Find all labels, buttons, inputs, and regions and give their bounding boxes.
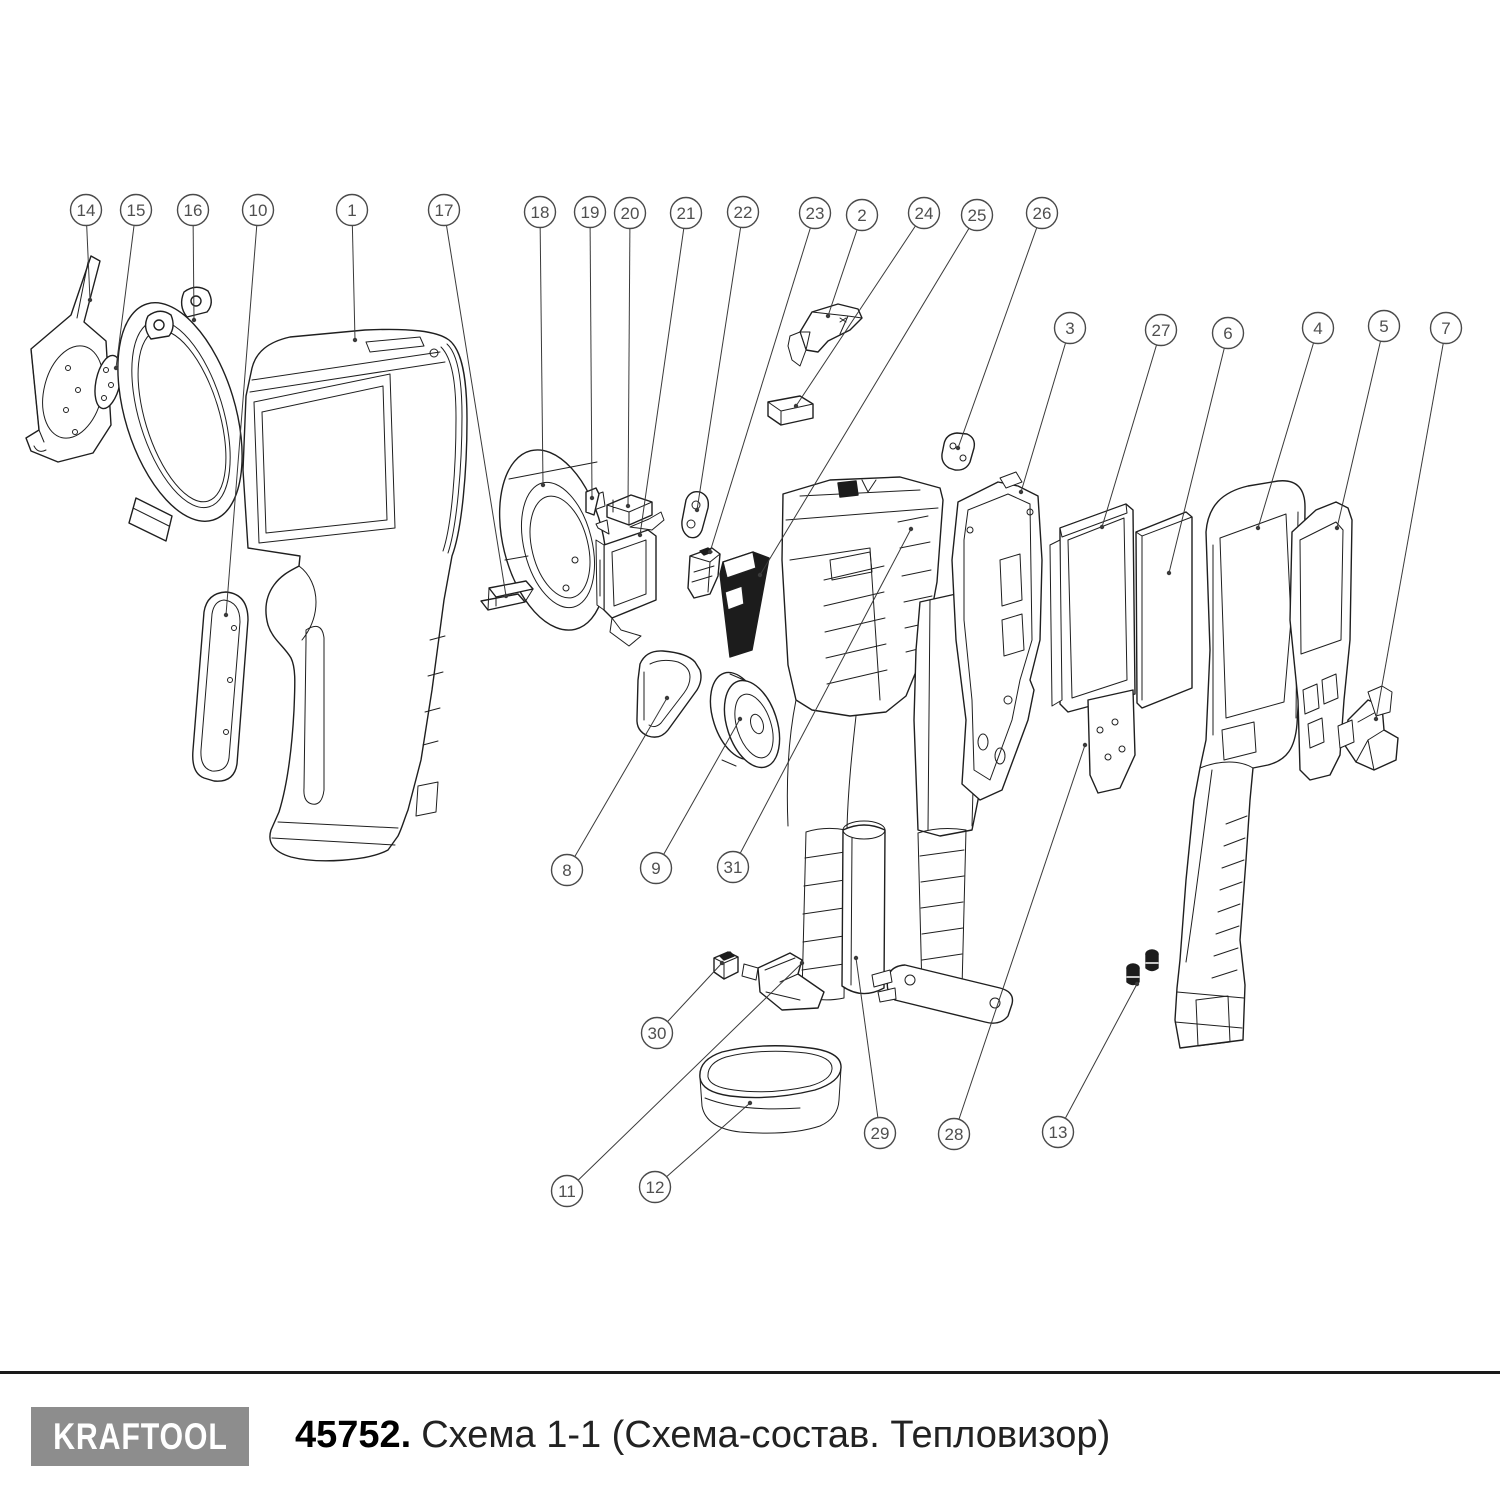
leader-line-24: [796, 213, 924, 406]
callout-label-23: 23: [805, 204, 825, 223]
leader-dot-5: [1335, 526, 1339, 530]
leader-line-26: [958, 213, 1042, 448]
leader-dot-28: [1083, 743, 1087, 747]
leader-dot-22: [695, 508, 699, 512]
callout-label-3: 3: [1065, 319, 1075, 338]
callout-label-13: 13: [1048, 1123, 1068, 1142]
callout-label-5: 5: [1379, 317, 1389, 336]
part-3-main-frame: [952, 472, 1042, 800]
leader-dot-16: [192, 318, 196, 322]
callout-label-22: 22: [733, 203, 753, 222]
part-23-connector: [688, 548, 720, 598]
leader-dot-15: [114, 366, 118, 370]
part-6-window-sheet: [1136, 512, 1192, 708]
leader-dot-24: [794, 404, 798, 408]
leader-line-3: [1021, 328, 1070, 492]
callout-label-6: 6: [1223, 324, 1233, 343]
leader-dot-11: [800, 961, 804, 965]
leader-dot-3: [1019, 490, 1023, 494]
callout-label-11: 11: [558, 1182, 576, 1201]
callout-label-24: 24: [914, 204, 934, 223]
part-27-display-module: [1050, 504, 1135, 793]
part-24-block: [768, 396, 813, 425]
callout-label-12: 12: [645, 1178, 665, 1197]
callout-label-16: 16: [183, 201, 203, 220]
callout-label-4: 4: [1313, 319, 1323, 338]
leader-line-21: [640, 213, 686, 535]
part-18-lens-ring: [482, 439, 624, 642]
leader-dot-4: [1256, 526, 1260, 530]
brand-logo: [31, 1407, 249, 1466]
part-12-base-cup: [700, 1046, 841, 1133]
part-13-screws: [1127, 950, 1158, 985]
leader-line-5: [1337, 326, 1384, 528]
leader-line-18: [540, 212, 543, 485]
part-4-rear-housing: [1175, 481, 1305, 1048]
leader-line-22: [697, 212, 743, 510]
leader-dot-26: [956, 446, 960, 450]
brand-logo-text: KRAFTOOL: [52, 1415, 228, 1457]
leader-dot-17: [504, 594, 508, 598]
part-26-bracket: [942, 433, 974, 470]
leader-dot-12: [748, 1101, 752, 1105]
callout-label-21: 21: [676, 204, 696, 223]
callout-label-2: 2: [857, 206, 867, 225]
leader-line-12: [655, 1103, 750, 1187]
leader-dot-1: [353, 338, 357, 342]
leader-line-13: [1058, 984, 1137, 1132]
leader-dot-10: [224, 613, 228, 617]
callout-label-18: 18: [530, 203, 550, 222]
parts-layer: [26, 256, 1398, 1133]
callout-label-28: 28: [944, 1125, 964, 1144]
part-2-trigger: [788, 304, 862, 366]
part-29-battery: [842, 821, 885, 994]
leader-dot-2: [826, 314, 830, 318]
callout-label-26: 26: [1032, 204, 1052, 223]
leader-dot-23: [708, 550, 712, 554]
leader-line-19: [590, 212, 592, 498]
part-1-front-housing: [243, 329, 467, 860]
leader-dot-29: [854, 956, 858, 960]
leader-dot-9: [738, 717, 742, 721]
callout-label-7: 7: [1441, 319, 1451, 338]
part-16-front-bezel-ring: [94, 287, 265, 541]
callout-label-15: 15: [126, 201, 146, 220]
part-10-side-cover: [193, 592, 248, 781]
part-22-plate: [682, 492, 708, 538]
callout-label-31: 31: [723, 858, 743, 877]
footer-title: [295, 1414, 1110, 1457]
callout-label-17: 17: [434, 201, 454, 220]
leader-dot-6: [1167, 571, 1171, 575]
leader-line-1: [352, 210, 355, 340]
callout-label-14: 14: [76, 201, 96, 220]
callout-label-10: 10: [248, 201, 268, 220]
part-14-lens-cover-plate: [26, 256, 113, 462]
leader-dot-18: [541, 483, 545, 487]
callout-label-20: 20: [620, 204, 640, 223]
leader-dot-19: [590, 496, 594, 500]
leader-line-7: [1376, 328, 1446, 719]
leader-dot-20: [626, 504, 630, 508]
leader-line-27: [1102, 330, 1161, 527]
leader-line-20: [628, 213, 630, 506]
callout-label-25: 25: [967, 206, 987, 225]
callout-label-19: 19: [580, 203, 600, 222]
part-25-flex-cable: [720, 552, 769, 657]
leader-line-9: [656, 719, 740, 868]
footer-separator-line: [0, 1371, 1500, 1374]
callout-label-27: 27: [1151, 321, 1171, 340]
leader-dot-31: [909, 527, 913, 531]
leader-dot-14: [88, 298, 92, 302]
leader-dot-27: [1100, 525, 1104, 529]
callout-label-8: 8: [562, 861, 572, 880]
product-code: 45752.: [295, 1414, 412, 1456]
part-8-boot: [637, 651, 701, 737]
leader-dot-8: [665, 696, 669, 700]
leader-dot-13: [1135, 982, 1139, 986]
part-7-bracket-assembly: [1338, 686, 1398, 770]
leader-line-8: [567, 698, 667, 870]
callout-label-29: 29: [870, 1124, 890, 1143]
callout-label-1: 1: [347, 201, 357, 220]
leader-dot-21: [638, 533, 642, 537]
part-9-wheel: [700, 665, 789, 774]
leader-dot-30: [720, 961, 724, 965]
callout-label-30: 30: [647, 1024, 667, 1043]
leader-dot-25: [758, 573, 762, 577]
part-30-connector-block: [714, 952, 738, 979]
callout-label-9: 9: [651, 859, 661, 878]
schematic-title: Схема 1-1 (Схема-состав. Тепловизор): [421, 1414, 1111, 1456]
leader-dot-7: [1374, 717, 1378, 721]
